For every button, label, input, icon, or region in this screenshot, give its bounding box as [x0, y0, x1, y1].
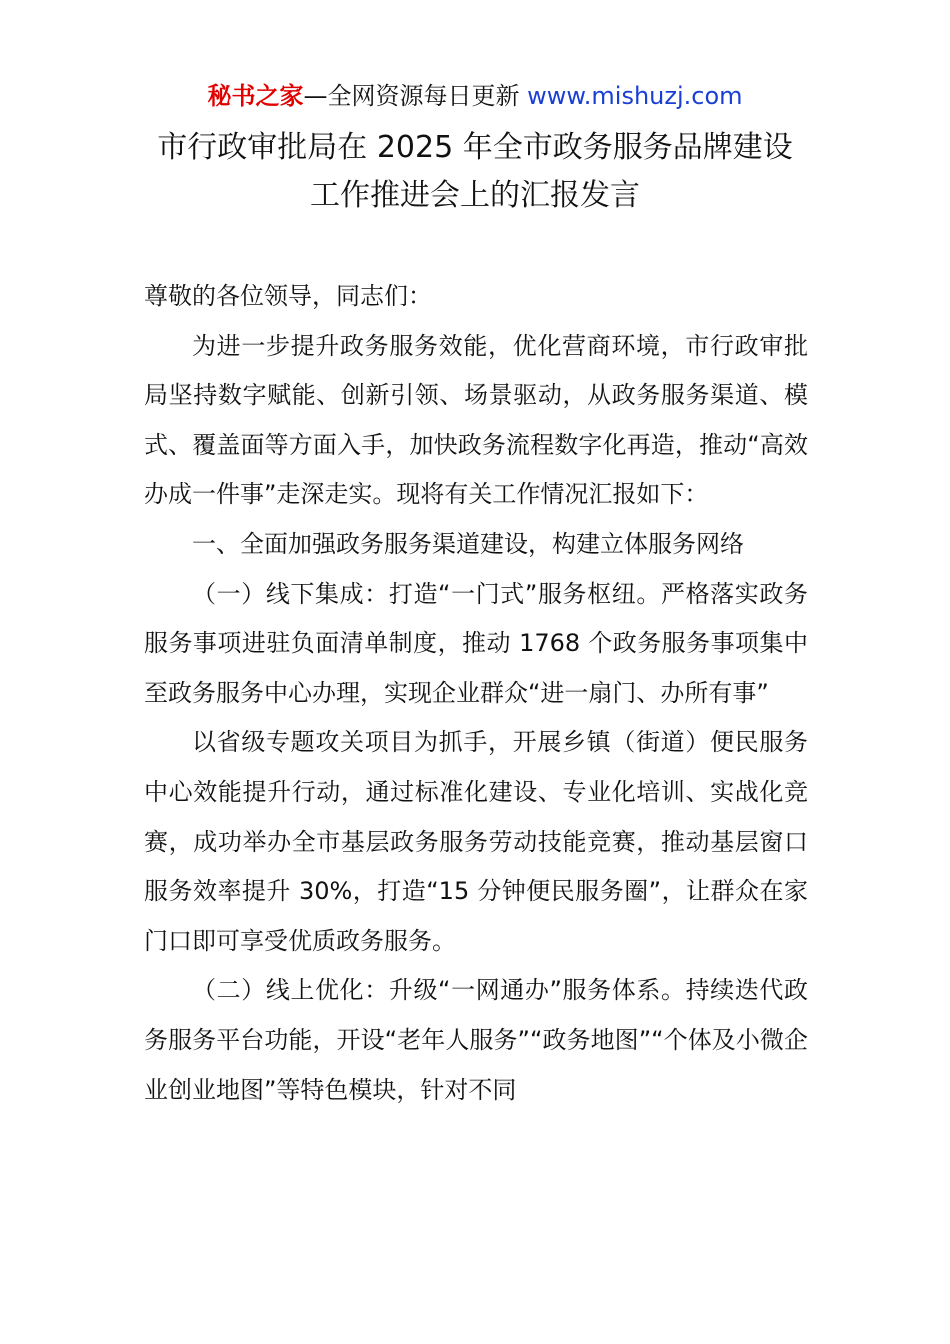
section-heading-1: 一、全面加强政务服务渠道建设，构建立体服务网络	[192, 529, 744, 558]
site-header	[0, 78, 950, 114]
website-link[interactable]: www.mishuzj.com	[527, 82, 743, 110]
paragraph-township-service: 以省级专题攻关项目为抓手，开展乡镇（街道）便民服务中心效能提升行动，通过标准化建设、专业化培训、实战化竞赛，成功举办全市基层政务服务劳动技能竞赛，推动基层窗口服务效率提升 30%，打造“15 分钟便民服务圈”，让群众在家门口即可享受优质政务服务。	[144, 728, 808, 955]
document-title-line-1: 市行政审批局在 2025 年全市政务服务品牌建设	[157, 130, 793, 165]
document-title-line-2: 工作推进会上的汇报发言	[310, 178, 640, 213]
document-body	[144, 272, 808, 1115]
header-tagline: —全网资源每日更新	[303, 82, 528, 110]
paragraph-offline-integration: （一）线下集成：打造“一门式”服务枢纽。严格落实政务服务事项进驻负面清单制度，推动 1768 个政务服务事项集中至政务服务中心办理，实现企业群众“进一扇门、办所有事”	[144, 579, 808, 707]
salutation: 尊敬的各位领导，同志们：	[144, 282, 432, 310]
brand-name: 秘书之家	[207, 82, 304, 110]
paragraph-online-optimization: （二）线上优化：升级“一网通办”服务体系。持续迭代政务服务平台功能，开设“老年人服务”“政务地图”“个体及小微企业创业地图”等特色模块，针对不同	[144, 976, 808, 1104]
intro-paragraph: 为进一步提升政务服务效能，优化营商环境，市行政审批局坚持数字赋能、创新引领、场景驱动，从政务服务渠道、模式、覆盖面等方面入手，加快政务流程数字化再造，推动“高效办成一件事”走深走实。现将有关工作情况汇报如下：	[144, 331, 808, 509]
